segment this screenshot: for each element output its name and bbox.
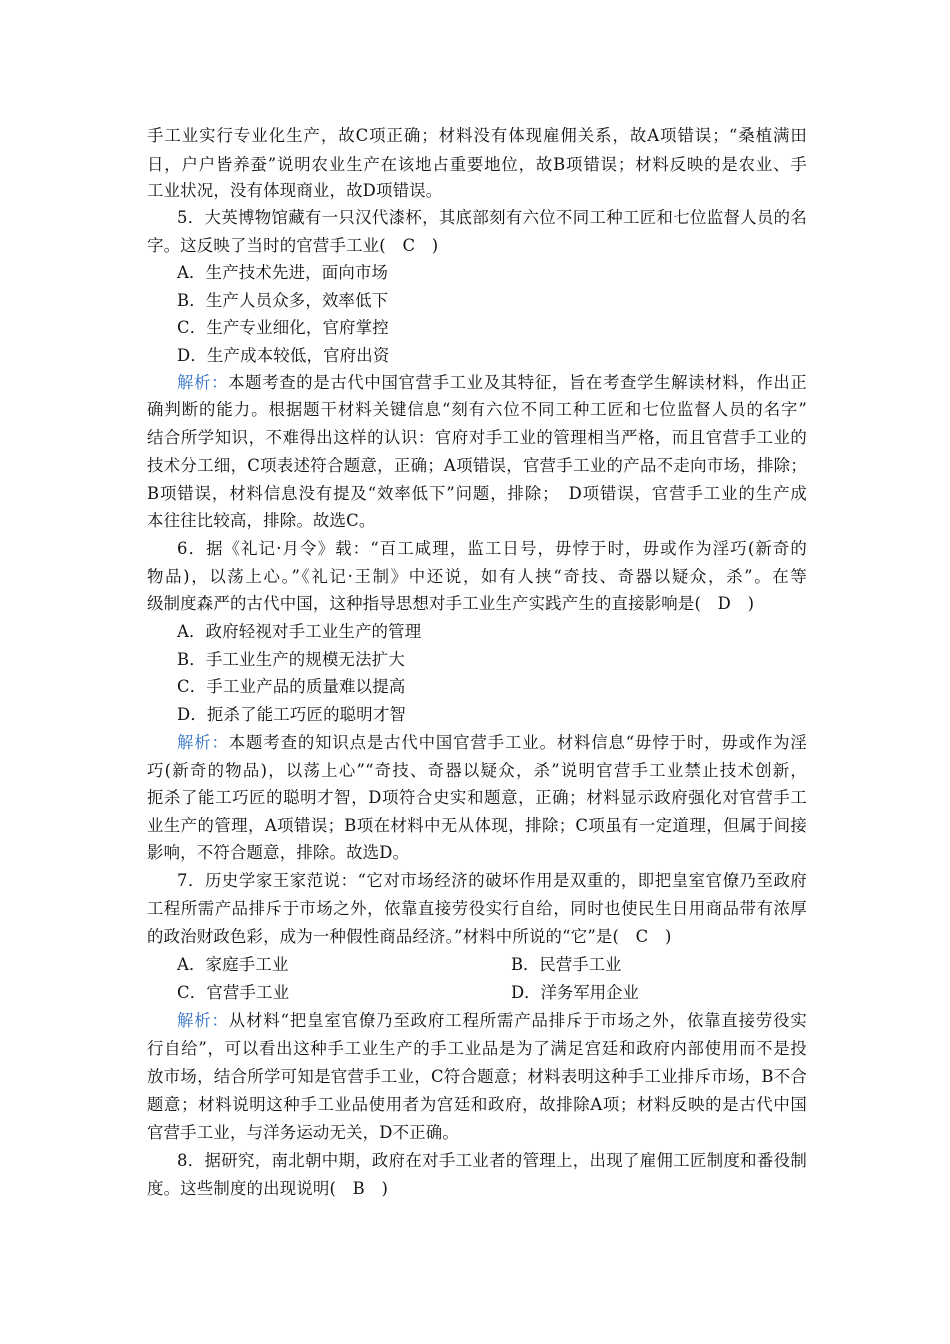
text-line: 工业状况，没有体现商业，故D项错误。 [147,181,443,200]
analysis-line: 影响，不符合题意，排除。故选D。 [147,843,410,862]
option-a: A．家庭手工业 [177,955,289,974]
option-a: A．生产技术先进，面向市场 [177,263,389,282]
question-6-stem: 级制度森严的古代中国，这种指导思想对手工业生产实践产生的直接影响是( D ) [147,594,755,613]
option-a: A．政府轻视对手工业生产的管理 [177,622,422,641]
option-c: C．生产专业细化，官府掌控 [177,318,389,337]
option-b: B．手工业生产的规模无法扩大 [177,650,405,669]
option-b: B．生产人员众多，效率低下 [177,291,389,310]
analysis-line: 技术分工细，C项表述符合题意，正确；A项错误，官营手工业的产品不走向市场，排除； [147,456,807,475]
analysis-line: 放市场，结合所学可知是官营手工业，C符合题意；材料表明这种手工业排斥市场，B不合 [147,1067,807,1086]
analysis-line: 本往往比较高，排除。故选C。 [147,511,376,530]
analysis-line: 行自给”，可以看出这种手工业生产的手工业品是为了满足宫廷和政府内部使用而不是投 [147,1039,807,1058]
option-d: D．生产成本较低，官府出资 [177,346,390,365]
option-d: D．扼杀了能工巧匠的聪明才智 [177,705,407,724]
analysis-6 [177,733,807,753]
analysis-line: 官营手工业，与洋务运动无关，D不正确。 [147,1123,459,1142]
text-line: 手工业实行专业化生产，故C项正确；材料没有体现雇佣关系，故A项错误；“桑植满田 [147,126,807,145]
question-8-stem: 度。这些制度的出现说明( B ) [147,1179,389,1198]
analysis-text: 从材料“把皇室官僚乃至政府工程所需产品排斥于市场之外，依靠直接劳役实 [228,1011,807,1030]
question-6-stem: 6．据《礼记·月令》载：“百工咸理，监工日号，毋悖于时，毋或作为淫巧(新奇的 [177,539,807,558]
question-8-stem: 8．据研究，南北朝中期，政府在对手工业者的管理上，出现了雇佣工匠制度和番役制 [177,1151,807,1170]
option-b: B．民营手工业 [511,955,622,974]
question-7-stem: 的政治财政色彩，成为一种假性商品经济。”材料中所说的“它”是( C ) [147,927,672,946]
question-5-stem: 字。这反映了当时的官营手工业( C ) [147,236,439,255]
question-7-stem: 工程所需产品排斥于市场之外，依靠直接劳役实行自给，同时也使民生日用商品带有浓厚 [147,899,807,918]
analysis-text: 本题考查的知识点是古代中国官营手工业。材料信息“毋悖于时，毋或作为淫 [228,733,807,752]
analysis-line: 题意；材料说明这种手工业品使用者为宫廷和政府，故排除A项；材料反映的是古代中国 [147,1095,807,1114]
question-6-stem: 物品)，以荡上心。”《礼记·王制》中还说，如有人挟“奇技、奇器以疑众，杀”。在等 [147,567,807,586]
analysis-line: 业生产的管理，A项错误；B项在材料中无从体现，排除；C项虽有一定道理，但属于间接 [147,816,807,835]
analysis-line: B项错误，材料信息没有提及“效率低下”问题，排除； D项错误，官营手工业的生产成 [147,484,807,503]
analysis-5 [177,373,807,393]
analysis-label: 解析： [177,1011,229,1030]
text-line: 日，户户皆养蚕”说明农业生产在该地占重要地位，故B项错误；材料反映的是农业、手 [147,155,807,174]
analysis-line: 扼杀了能工巧匠的聪明才智，D项符合史实和题意，正确；材料显示政府强化对官营手工 [147,788,807,807]
question-7-stem: 7．历史学家王家范说：“它对市场经济的破坏作用是双重的，即把皇室官僚乃至政府 [177,871,807,890]
analysis-label: 解析： [177,733,229,752]
question-5-stem: 5．大英博物馆藏有一只汉代漆杯，其底部刻有六位不同工种工匠和七位监督人员的名 [177,208,807,227]
option-c: C．手工业产品的质量难以提高 [177,677,406,696]
analysis-7 [177,1011,807,1031]
analysis-line: 结合所学知识，不难得出这样的认识：官府对手工业的管理相当严格，而且官营手工业的 [147,428,807,447]
option-c: C．官营手工业 [177,983,290,1002]
analysis-line: 确判断的能力。根据题干材料关键信息“刻有六位不同工种工匠和七位监督人员的名字” [147,400,807,419]
analysis-label: 解析： [177,373,229,392]
analysis-line: 巧(新奇的物品)，以荡上心”“奇技、奇器以疑众，杀”说明官营手工业禁止技术创新， [147,761,807,780]
analysis-text: 本题考查的是古代中国官营手工业及其特征，旨在考查学生解读材料，作出正 [228,373,807,392]
option-d: D．洋务军用企业 [511,983,639,1002]
